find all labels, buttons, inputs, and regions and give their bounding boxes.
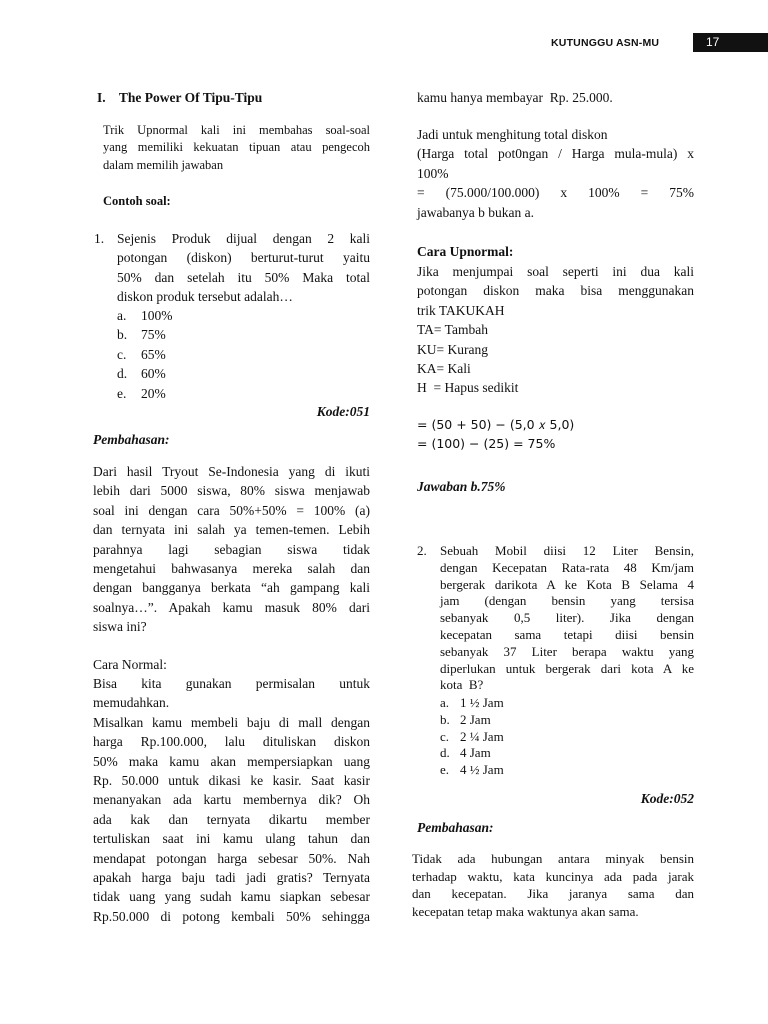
paragraph-line: tidak uang yang sudah kamu siapkan sebesar bbox=[93, 889, 370, 905]
option-a bbox=[440, 695, 504, 712]
paragraph-line: dan ternyata ini salah ya temen-temen. Lebih bbox=[93, 522, 370, 538]
question-line: 50% dan setelah itu 50% Maka total bbox=[117, 269, 370, 285]
question-line: potongan (diskon) berturut-turut yaitu bbox=[117, 250, 370, 266]
paragraph-line: 100% bbox=[417, 165, 449, 181]
option-letter: e. bbox=[440, 762, 450, 778]
intro-line: Trik Upnormal kali ini membahas soal-soal bbox=[103, 123, 370, 137]
option-letter: d. bbox=[117, 366, 128, 382]
paragraph-line: harga Rp.100.000, lalu dituliskan diskon bbox=[93, 734, 370, 750]
intro-paragraph bbox=[103, 122, 370, 174]
section-title: I. The Power Of Tipu-Tipu bbox=[97, 90, 263, 105]
option-letter: a. bbox=[440, 695, 450, 710]
paragraph-line: apakah harga baju tadi jadi gratis? Ternyata bbox=[93, 870, 370, 886]
paragraph-line: 50% maka kamu akan mempersiapkan uang bbox=[93, 753, 370, 769]
paragraph-line: kecepatan tetap maka waktunya akan sama. bbox=[412, 903, 639, 919]
paragraph-line: H = Hapus sedikit bbox=[417, 380, 519, 396]
option-e bbox=[440, 762, 504, 779]
question-2-text bbox=[440, 543, 694, 694]
paragraph-line: Jika menjumpai soal seperti ini dua kali bbox=[417, 264, 694, 279]
question-1-code: Kode:051 bbox=[316, 404, 370, 419]
pembahasan-label-1: Pembahasan: bbox=[93, 432, 170, 447]
option-d bbox=[440, 745, 504, 762]
option-text: 100% bbox=[141, 308, 173, 323]
paragraph-line: potongan diskon maka bisa menggunakan bbox=[417, 283, 694, 299]
question-line: Sebuah Mobil diisi 12 Liter Bensin, bbox=[440, 543, 694, 558]
option-letter: a. bbox=[117, 308, 127, 323]
option-letter: c. bbox=[440, 728, 450, 744]
question-line: sebanyak 0,5 liter). Jika dengan bbox=[440, 610, 694, 626]
question-1-options bbox=[117, 306, 173, 403]
paragraph-line: jawabanya b bukan a. bbox=[417, 204, 534, 220]
paragraph-line: trik TAKUKAH bbox=[417, 302, 505, 318]
question-2-options bbox=[440, 695, 504, 779]
option-text: 60% bbox=[141, 366, 166, 382]
paragraph-line: Jadi untuk menghitung total diskon bbox=[417, 127, 608, 142]
contoh-soal-label: Contoh soal: bbox=[103, 194, 171, 208]
paragraph-line: terhadap waktu, kata kuncinya ada pada jarak bbox=[412, 868, 694, 884]
paragraph-line: Dari hasil Tryout Se-Indonesia yang di ikuti bbox=[93, 464, 370, 479]
paragraph-line: tertuliskan saat ini kamu ulang tahun dan bbox=[93, 831, 370, 847]
page-number-box bbox=[693, 33, 768, 52]
paragraph-line: TA= Tambah bbox=[417, 322, 488, 338]
pembahasan-label-2: Pembahasan: bbox=[417, 820, 494, 835]
option-c bbox=[117, 345, 173, 364]
option-b bbox=[117, 325, 173, 344]
question-line: Sejenis Produk dijual dengan 2 kali bbox=[117, 231, 370, 246]
cara-upnormal-label: Cara Upnormal: bbox=[417, 244, 514, 259]
question-2-code: Kode:052 bbox=[640, 791, 694, 806]
option-letter: b. bbox=[117, 327, 128, 343]
question-2-number: 2. bbox=[417, 543, 427, 558]
option-letter: e. bbox=[117, 385, 127, 401]
question-line: diperlukan untuk bergerak dari kota A ke bbox=[440, 660, 694, 676]
option-b bbox=[440, 712, 504, 729]
question-line: diskon produk tersebut adalah… bbox=[117, 289, 293, 305]
option-letter: c. bbox=[117, 346, 127, 362]
paragraph-line: parahnya lagi sebagian siswa tidak bbox=[93, 541, 370, 557]
option-letter: d. bbox=[440, 745, 450, 761]
paragraph-line: KU= Kurang bbox=[417, 341, 488, 357]
paragraph-line: soalnya…”. Apakah kamu masuk 80% dari bbox=[93, 599, 370, 615]
formula-block bbox=[417, 415, 574, 454]
question-line: dengan Kecepatan Rata-rata 48 Km/jam bbox=[440, 559, 694, 575]
continued-line: kamu hanya membayar Rp. 25.000. bbox=[417, 90, 613, 105]
pembahasan-paragraph-2 bbox=[412, 850, 694, 920]
option-text: 2 Jam bbox=[460, 711, 491, 727]
question-line: sebanyak 37 Liter berapa waktu yang bbox=[440, 643, 694, 659]
paragraph-line: Rp.50.000 di potong kembali 50% sehingga bbox=[93, 908, 370, 924]
page-number: 17 bbox=[706, 35, 720, 49]
question-line: bergerak darikota A ke Kota B Selama 4 bbox=[440, 576, 694, 592]
option-text: 4 ½ Jam bbox=[460, 762, 504, 778]
paragraph-line: ada kak dan ternyata dikartu member bbox=[93, 811, 370, 827]
formula-line: = (50 + 50) − (5,0 𝑥 5,0) bbox=[417, 417, 575, 432]
option-text: 2 ¼ Jam bbox=[460, 728, 504, 744]
formula-line: = (100) − (25) = 75% bbox=[417, 436, 556, 452]
option-text: 1 ½ Jam bbox=[460, 695, 504, 710]
total-discount-paragraph bbox=[417, 125, 694, 222]
paragraph-line: dan kecepatan. Jika jaranya sama dan bbox=[412, 886, 694, 902]
paragraph-line: mengetahui bahwasanya mereka salah dan bbox=[93, 561, 370, 577]
paragraph-line: Misalkan kamu membeli baju di mall dengan bbox=[93, 714, 370, 730]
paragraph-line: (Harga total pot0ngan / Harga mula-mula) x bbox=[417, 146, 694, 162]
option-text: 75% bbox=[141, 327, 166, 343]
intro-line: dalam memilih jawaban bbox=[103, 157, 224, 172]
cara-upnormal-paragraph bbox=[417, 262, 694, 398]
question-line: kota B? bbox=[440, 677, 484, 693]
question-line: kecepatan sama tetapi diisi bensin bbox=[440, 626, 694, 642]
option-text: 65% bbox=[141, 346, 166, 362]
paragraph-line: soal ini dengan cara 50%+50% = 100% (a) bbox=[93, 502, 370, 518]
paragraph-line: KA= Kali bbox=[417, 361, 471, 377]
option-c bbox=[440, 729, 504, 746]
paragraph-line: Tidak ada hubungan antara minyak bensin bbox=[412, 851, 694, 866]
option-e bbox=[117, 384, 173, 403]
jawaban-label: Jawaban b.75% bbox=[417, 479, 506, 494]
pembahasan-paragraph-1 bbox=[93, 462, 370, 637]
paragraph-line: mendapat potongan harga sebesar 50%. Nah bbox=[93, 850, 370, 866]
option-text: 20% bbox=[141, 385, 166, 401]
paragraph-line: = (75.000/100.000) x 100% = 75% bbox=[417, 185, 694, 201]
paragraph-line: dengan bangganya berkata “ah gampang kali bbox=[93, 580, 370, 596]
question-1-text bbox=[117, 229, 370, 307]
paragraph-line: memudahkan. bbox=[93, 695, 170, 711]
paragraph-line: Bisa kita gunakan permisalan untuk bbox=[93, 676, 370, 691]
option-text: 4 Jam bbox=[460, 745, 491, 761]
cara-normal-label: Cara Normal: bbox=[93, 657, 167, 672]
option-letter: b. bbox=[440, 711, 450, 727]
paragraph-line: menanyakan ada kartu membernya dik? Oh bbox=[93, 792, 370, 808]
question-1-number: 1. bbox=[94, 231, 105, 246]
running-header-title: KUTUNGGU ASN-MU bbox=[551, 37, 660, 49]
option-d bbox=[117, 364, 173, 383]
question-line: jam (dengan bensin yang tersisa bbox=[440, 593, 694, 609]
paragraph-line: Rp. 50.000 untuk dikasi ke kasir. Saat kasir bbox=[93, 773, 370, 789]
paragraph-line: siswa ini? bbox=[93, 619, 147, 635]
cara-normal-paragraph bbox=[93, 674, 370, 926]
paragraph-line: lebih dari 5000 siswa, 80% siswa menjawab bbox=[93, 483, 370, 499]
intro-line: yang memiliki kekuatan tipuan atau pengecoh bbox=[103, 140, 370, 155]
option-a bbox=[117, 306, 173, 325]
